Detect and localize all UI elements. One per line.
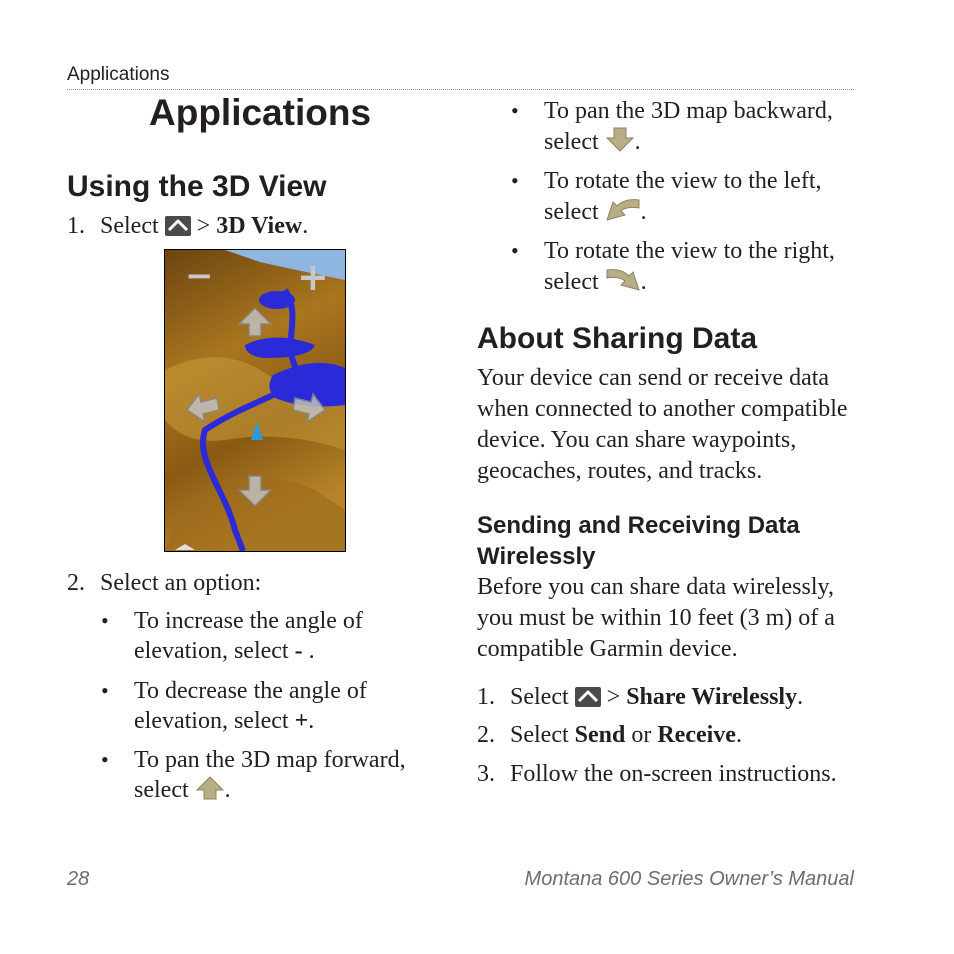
bullet: • <box>511 98 519 123</box>
step-number: 2. <box>477 722 495 748</box>
section-heading-3d-view: Using the 3D View <box>67 170 327 203</box>
home-icon <box>575 685 601 715</box>
step-1-text: Select > 3D View. <box>100 211 308 244</box>
running-header: Applications <box>67 64 170 85</box>
rotate-right-icon <box>605 266 641 300</box>
manual-title: Montana 600 Series Owner’s Manual <box>524 868 854 890</box>
elevation-minus-control[interactable]: − <box>185 256 214 296</box>
page-title: Applications <box>149 92 372 133</box>
wireless-body: Before you can share data wirelessly, you must be within 10 feet (3 m) of a compatible Garmin device. <box>477 574 835 662</box>
step-number: 3. <box>477 761 495 787</box>
home-icon <box>165 214 191 244</box>
share-step-3: Follow the on-screen instructions. <box>510 761 837 787</box>
option-increase-elevation: To increase the angle of elevation, select - . <box>134 608 363 664</box>
step-number: 1. <box>477 684 495 710</box>
option-pan-backward: To pan the 3D map backward, select . <box>544 96 833 160</box>
subheading-wireless: Sending and Receiving Data Wirelessly <box>477 512 800 570</box>
share-step-2: Select Send or Receive. <box>510 722 742 748</box>
map-3d-view-screenshot <box>164 249 346 552</box>
step-2-text: Select an option: <box>100 570 262 596</box>
bullet: • <box>101 608 109 633</box>
bullet: • <box>101 747 109 772</box>
option-rotate-left: To rotate the view to the left, select . <box>544 166 822 230</box>
elevation-plus-control[interactable]: + <box>297 255 329 299</box>
sharing-body: Your device can send or receive data when connected to another compatible device. You can share waypoints, geocaches, routes, and tracks. <box>477 365 848 484</box>
bullet: • <box>101 678 109 703</box>
arrow-down-icon <box>605 126 635 160</box>
option-pan-forward: To pan the 3D map forward, select . <box>134 745 406 808</box>
rotate-left-icon <box>605 196 641 230</box>
step-number: 2. <box>67 570 85 596</box>
share-step-1: Select > Share Wirelessly. <box>510 682 803 715</box>
option-decrease-elevation: To decrease the angle of elevation, select +. <box>134 678 367 734</box>
section-heading-sharing: About Sharing Data <box>477 322 758 355</box>
arrow-up-icon <box>195 776 225 808</box>
page-number: 28 <box>67 868 90 890</box>
bullet: • <box>511 238 519 263</box>
header-rule <box>67 89 854 90</box>
step-number: 1. <box>67 213 85 239</box>
bullet: • <box>511 168 519 193</box>
option-rotate-right: To rotate the view to the right, select . <box>544 236 835 300</box>
